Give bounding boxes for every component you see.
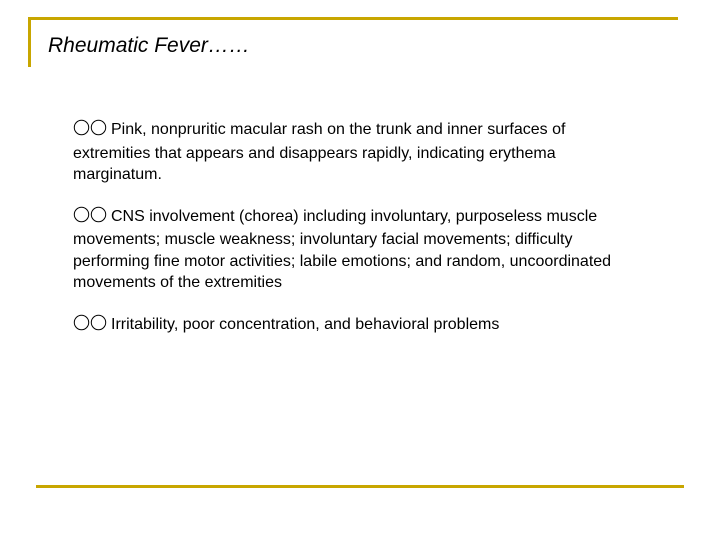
double-circle-bullet-icon — [73, 206, 107, 230]
double-circle-bullet-icon — [73, 314, 107, 338]
bullet-item-cns — [73, 206, 638, 294]
bullet-text: Pink, nonpruritic macular rash on the trunk and inner surfaces of extremities that appears and disappears rapidly, indicating erythema marginatum. — [73, 121, 566, 183]
left-rule — [28, 17, 31, 67]
bullet-text: CNS involvement (chorea) including involuntary, purposeless muscle movements; muscle weakness; involuntary facial movements; difficulty performing fine motor activities; labile emotions; and random, uncoordinated movements of the extremities — [73, 207, 612, 291]
bottom-rule — [36, 485, 684, 488]
top-rule — [28, 17, 678, 20]
bullet-list — [73, 119, 638, 357]
bullet-item-irritability — [73, 314, 638, 338]
bullet-text: Irritability, poor concentration, and behavioral problems — [111, 315, 500, 333]
slide-title: Rheumatic Fever…… — [48, 34, 250, 57]
double-circle-bullet-icon — [73, 119, 107, 143]
bullet-item-rash — [73, 119, 638, 186]
